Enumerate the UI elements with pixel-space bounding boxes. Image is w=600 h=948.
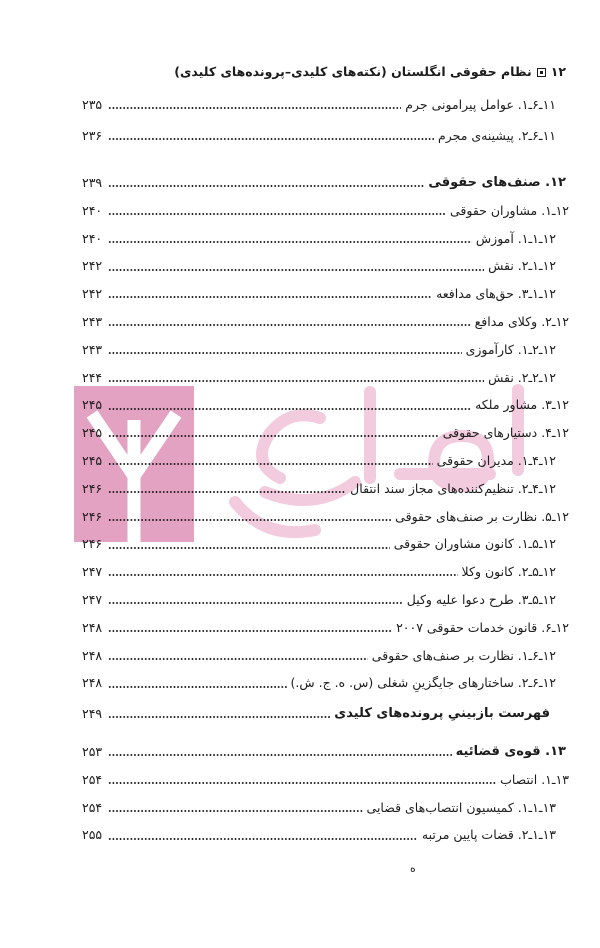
dot-leader: [108, 260, 484, 272]
toc-entry-title: ۱۳ـ۱ـ۲. قضات پایین مرتبه: [421, 827, 556, 843]
page-folio: ه: [410, 862, 416, 875]
toc-entry-title: ۱۲ـ۵ـ۳. طرح دعوا علیه وکیل: [406, 591, 556, 607]
toc-entry: [82, 91, 570, 119]
toc-entry-title: ۱۳. قوه‌ی قضائیه: [455, 743, 566, 759]
square-bullet-icon: [537, 68, 546, 77]
table-of-contents: [82, 91, 570, 849]
toc-entry: [82, 308, 570, 336]
toc-entry-page-number: ۲۴۹: [82, 706, 103, 722]
dot-leader: [108, 510, 391, 522]
toc-entry: [82, 391, 570, 419]
dot-leader: [108, 177, 424, 189]
dot-leader: [108, 232, 472, 244]
toc-entry-title: ۱۲ـ۴ـ۲. تنظیم‌کننده‌های مجاز سند انتقال: [350, 480, 556, 496]
dot-leader: [108, 594, 403, 606]
toc-entry-page-number: ۲۳۶: [82, 127, 103, 143]
toc-entry-page-number: ۲۴۰: [82, 202, 103, 218]
toc-entry-page-number: ۲۴۸: [82, 675, 103, 691]
toc-entry: [82, 475, 570, 503]
toc-entry: [82, 614, 570, 642]
toc-entry-title: فهرست بازبینیِ پرونده‌های کلیدی: [334, 706, 550, 722]
toc-entry: [82, 503, 570, 531]
toc-entry: [82, 669, 570, 697]
toc-entry-title: ۱۲ـ۲. وکلای مدافع: [474, 313, 569, 329]
toc-entry-page-number: ۲۴۸: [82, 647, 103, 663]
dot-leader: [108, 99, 401, 111]
toc-entry: [82, 766, 570, 794]
dot-leader: [108, 801, 363, 813]
toc-entry-title: ۱۲ـ۱ـ۲. نقش: [488, 258, 556, 274]
toc-entry-title: ۱۲ـ۱ـ۱. آموزش: [475, 230, 556, 246]
dot-leader: [108, 566, 458, 578]
toc-entry-title: ۱۲ـ۲ـ۲. نقش: [488, 369, 556, 385]
dot-leader: [108, 538, 390, 550]
toc-chapter-heading: [82, 700, 570, 728]
toc-entry-page-number: ۲۴۸: [82, 619, 103, 635]
toc-entry: [82, 336, 570, 364]
toc-entry: [82, 364, 570, 392]
toc-entry-title: ۱۲ـ۱ـ۳. حق‌های مدافعه: [436, 286, 556, 302]
toc-entry-title: ۱۱ـ۶ـ۱. عوامل پیرامونی جرم: [405, 97, 556, 112]
dot-leader: [108, 677, 287, 689]
dot-leader: [108, 455, 433, 467]
dot-leader: [108, 344, 462, 356]
toc-entry: [82, 447, 570, 475]
header-page-marker: ۱۲: [550, 64, 566, 79]
toc-entry-title: ۱۲ـ۳. مشاور ملکه: [475, 397, 569, 413]
toc-entry: [82, 252, 570, 280]
toc-entry-page-number: ۲۴۵: [82, 452, 103, 468]
toc-entry-page-number: ۲۴۲: [82, 258, 103, 274]
toc-entry: [82, 558, 570, 586]
toc-entry-title: ۱۲ـ۶. قانون خدمات حقوقی ۲۰۰۷: [396, 619, 569, 635]
toc-entry-page-number: ۲۵۳: [82, 743, 103, 759]
toc-entry: [82, 419, 570, 447]
toc-entry: [82, 197, 570, 225]
toc-entry-page-number: ۲۵۵: [82, 827, 103, 843]
toc-entry: [82, 530, 570, 558]
dot-leader: [108, 774, 496, 786]
toc-entry-title: ۱۲ـ۲ـ۱. کارآموزی: [465, 341, 556, 357]
toc-entry-page-number: ۲۴۳: [82, 313, 103, 329]
toc-entry-page-number: ۲۴۵: [82, 397, 103, 413]
header-title: نظام حقوقی انگلستان (نکته‌های کلیدی–پرونده‌های کلیدی): [174, 64, 532, 79]
toc-entry-page-number: ۲۴۶: [82, 480, 103, 496]
dot-leader: [108, 427, 439, 439]
toc-entry-title: ۱۲ـ۵. نظارت بر صنف‌های حقوقی: [395, 508, 569, 524]
toc-entry: [82, 225, 570, 253]
toc-entry-title: ۱۲ـ۵ـ۲. کانون وکلا: [461, 564, 556, 580]
toc-entry-title: ۱۲ـ۴. دستیارهای حقوقی: [442, 425, 569, 441]
dot-leader: [108, 649, 368, 661]
dot-leader: [108, 622, 392, 634]
toc-entry-page-number: ۲۴۰: [82, 230, 103, 246]
toc-entry-page-number: ۲۴۶: [82, 536, 103, 552]
toc-entry-title: ۱۲ـ۶ـ۲. ساختارهای جایگزینِ شغلی (س. ه. ج. ش.): [290, 675, 556, 691]
toc-entry-title: ۱۳ـ۱ـ۱. کمیسیون انتصاب‌های قضایی: [366, 799, 556, 815]
dot-leader: [108, 708, 330, 720]
dot-leader: [108, 288, 432, 300]
toc-entry: [82, 642, 570, 670]
toc-entry-page-number: ۲۴۶: [82, 508, 103, 524]
toc-chapter-heading: [82, 169, 570, 197]
toc-entry-page-number: ۲۴۷: [82, 564, 103, 580]
toc-entry-page-number: ۲۳۵: [82, 97, 103, 112]
toc-entry-title: ۱۱ـ۶ـ۲. پیشینه‌ی مجرم: [438, 127, 556, 143]
toc-entry: [82, 821, 570, 849]
toc-entry: [82, 586, 570, 614]
toc-entry-title: ۱۲ـ۴ـ۱. مدیران حقوقی: [436, 452, 556, 468]
toc-entry: [82, 794, 570, 822]
toc-chapter-heading: [82, 738, 570, 766]
toc-entry-title: ۱۲ـ۶ـ۱. نظارت بر صنف‌های حقوقی: [371, 647, 556, 663]
toc-entry-page-number: ۲۴۳: [82, 341, 103, 357]
toc-entry: [82, 122, 570, 150]
toc-entry-title: ۱۲. صنف‌های حقوقی: [428, 174, 566, 190]
toc-entry-page-number: ۲۴۴: [82, 369, 103, 385]
toc-entry-page-number: ۲۴۵: [82, 425, 103, 441]
dot-leader: [108, 371, 484, 383]
toc-entry-title: ۱۲ـ۵ـ۱. کانون مشاوران حقوقی: [393, 536, 556, 552]
dot-leader: [108, 316, 471, 328]
toc-entry-page-number: ۲۳۹: [82, 174, 103, 190]
dot-leader: [108, 483, 346, 495]
toc-entry: [82, 280, 570, 308]
dot-leader: [108, 746, 452, 758]
toc-entry-page-number: ۲۵۴: [82, 799, 103, 815]
dot-leader: [108, 205, 446, 217]
toc-entry-page-number: ۲۴۲: [82, 286, 103, 302]
dot-leader: [108, 829, 418, 841]
dot-leader: [108, 399, 471, 411]
toc-entry-title: ۱۲ـ۱. مشاوران حقوقی: [449, 202, 569, 218]
toc-entry-page-number: ۲۵۴: [82, 771, 103, 787]
toc-entry-page-number: ۲۴۷: [82, 591, 103, 607]
dot-leader: [108, 130, 434, 142]
toc-entry-title: ۱۳ـ۱. انتصاب: [500, 771, 569, 787]
running-header: [174, 61, 566, 83]
